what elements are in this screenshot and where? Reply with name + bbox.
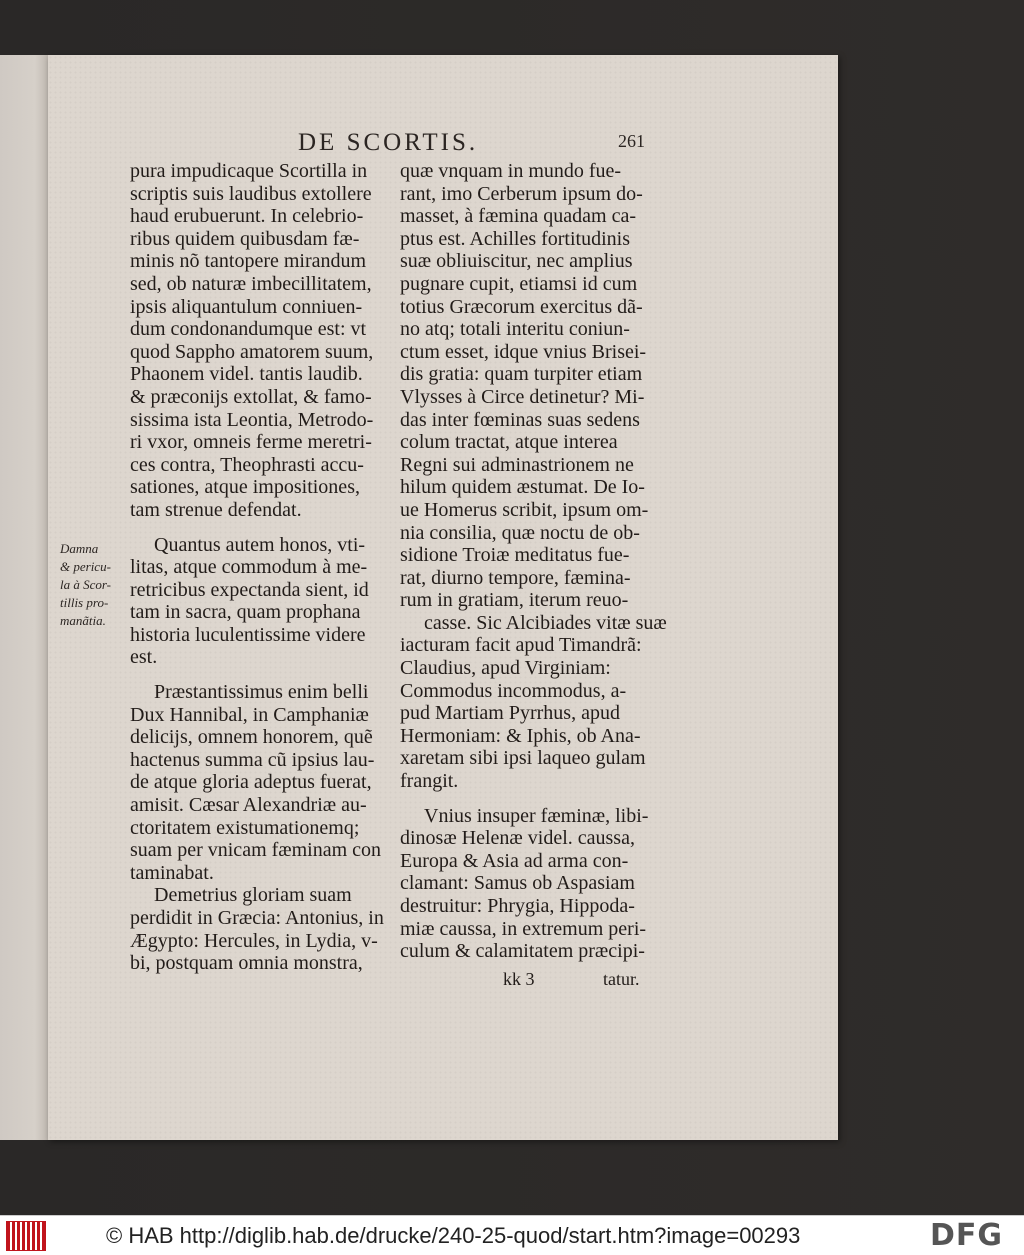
running-title: DE SCORTIS.: [298, 129, 479, 156]
text-line: litas, atque commodum à me-: [130, 556, 368, 579]
text-line: tam in sacra, quam prophana: [130, 601, 361, 624]
text-line: ue Homerus scribit, ipsum om-: [400, 498, 649, 521]
text-line: pura impudicaque Scortilla in: [130, 160, 368, 182]
text-line: ctoritatem existumationemq;: [130, 816, 360, 839]
text-line: das inter fœminas suas sedens: [400, 408, 640, 431]
marginal-note-line: tillis pro-: [60, 595, 109, 610]
text-line: historia luculentissime videre: [130, 623, 366, 646]
text-line: pugnare cupit, etiamsi id cum: [400, 272, 638, 295]
text-line: Europa & Asia ad arma con-: [400, 849, 629, 872]
text-line: dum condonandumque est: vt: [130, 318, 367, 341]
text-line: Dux Hannibal, in Camphaniæ: [130, 703, 369, 726]
copyright-link[interactable]: © HAB http://diglib.hab.de/drucke/240-25-quod/start.htm?image=00293: [106, 1223, 801, 1248]
text-line: hactenus summa cũ ipsius lau-: [130, 748, 375, 771]
text-line: ri vxor, omneis ferme meretri-: [130, 431, 372, 454]
text-line: sed, ob naturæ imbecillitatem,: [130, 272, 372, 295]
previous-page-edge: [0, 55, 50, 1140]
signature-mark: kk 3: [503, 969, 535, 989]
text-line: frangit.: [400, 770, 459, 793]
text-line: totius Græcorum exercitus dã-: [400, 295, 643, 318]
text-line: xaretam sibi ipsi laqueo gulam: [400, 747, 646, 770]
text-line: destruitur: Phrygia, Hippoda-: [400, 895, 635, 917]
right-column: [400, 160, 730, 963]
text-line: Præstantissimus enim belli: [154, 681, 369, 704]
text-line: casse. Sic Alcibiades vitæ suæ: [424, 611, 667, 634]
text-line: sationes, atque impositiones,: [130, 476, 360, 499]
text-line: minis nõ tantopere mirandum: [130, 250, 367, 273]
text-line: miæ caussa, in extremum peri-: [400, 917, 647, 940]
marginal-note-line: la à Scor-: [60, 577, 112, 592]
text-line: rant, imo Cerberum ipsum do-: [400, 182, 643, 205]
text-line: suæ obliuiscitur, nec amplius: [400, 250, 633, 273]
text-line: Vlysses à Circe detinetur? Mi-: [400, 385, 645, 408]
marginal-note-line: Damna: [60, 541, 99, 556]
text-line: suam per vnicam fæminam con: [130, 839, 382, 862]
text-line: Commodus incommodus, a-: [400, 679, 627, 702]
text-line: no atq; totali interitu coniun-: [400, 318, 630, 341]
text-line: amisit. Cæsar Alexandriæ au-: [130, 794, 367, 817]
text-line: sidione Troiæ meditatus fue-: [400, 544, 630, 567]
text-line: culum & calamitatem præcipi-: [400, 940, 645, 963]
text-line: Vnius insuper fæminæ, libi-: [424, 804, 649, 827]
text-line: rat, diurno tempore, fæmina-: [400, 566, 631, 589]
catchword: tatur.: [603, 969, 640, 989]
text-line: scriptis suis laudibus extollere: [130, 182, 372, 205]
text-line: ces contra, Theophrasti accu-: [130, 453, 364, 476]
dfg-logo: DFG: [930, 1218, 1004, 1253]
text-line: ipsis aliquantulum conniuen-: [130, 295, 363, 318]
text-line: iacturam facit apud Timandrã:: [400, 634, 642, 657]
text-line: masset, à fæmina quadam ca-: [400, 205, 637, 228]
text-line: Demetrius gloriam suam: [154, 884, 352, 907]
text-line: sissima ista Leontia, Metrodo-: [130, 408, 374, 431]
text-line: tam strenue defendat.: [130, 498, 302, 521]
text-line: est.: [130, 646, 158, 669]
text-line: quod Sappho amatorem suum,: [130, 340, 374, 363]
text-line: clamant: Samus ob Aspasiam: [400, 872, 635, 895]
footer-bar: [0, 1215, 1024, 1255]
text-line: dinosæ Helenæ videl. caussa,: [400, 827, 635, 850]
text-line: dis gratia: quam turpiter etiam: [400, 363, 643, 386]
text-line: delicijs, omnem honorem, quẽ: [130, 726, 373, 749]
text-line: retricibus expectanda sient, id: [130, 578, 369, 601]
marginal-note-line: & pericu-: [60, 559, 111, 574]
page-number: 261: [618, 131, 645, 151]
book-page: [48, 55, 838, 1140]
barcode-icon: [6, 1221, 46, 1251]
text-line: colum tractat, atque interea: [400, 431, 618, 454]
text-line: de atque gloria adeptus fuerat,: [130, 771, 372, 794]
text-line: Quantus autem honos, vti-: [154, 533, 366, 556]
text-line: rum in gratiam, iterum reuo-: [400, 589, 629, 612]
text-line: ptus est. Achilles fortitudinis: [400, 227, 630, 250]
text-line: Regni sui adminastrionem ne: [400, 453, 634, 476]
text-line: ribus quidem quibusdam fæ-: [130, 227, 360, 250]
text-line: pud Martiam Pyrrhus, apud: [400, 702, 620, 725]
text-line: perdidit in Græcia: Antonius, in: [130, 907, 384, 929]
text-line: ctum esset, idque vnius Brisei-: [400, 340, 647, 363]
text-line: haud erubuerunt. In celebrio-: [130, 205, 364, 228]
text-line: Hermoniam: & Iphis, ob Ana-: [400, 724, 641, 747]
text-line: Phaonem videl. tantis laudib.: [130, 363, 363, 386]
text-line: quæ vnquam in mundo fue-: [400, 160, 622, 182]
text-line: nia consilia, quæ noctu de ob-: [400, 521, 640, 544]
text-line: bi, postquam omnia monstra,: [130, 952, 363, 975]
text-line: taminabat.: [130, 861, 214, 884]
text-line: hilum quidem æstumat. De Io-: [400, 476, 645, 499]
marginal-note-line: manãtia.: [60, 613, 106, 628]
text-line: & præconijs extollat, & famo-: [130, 385, 372, 408]
marginal-note: [60, 540, 134, 630]
text-line: Claudius, apud Virginiam:: [400, 657, 611, 680]
text-line: Ægypto: Hercules, in Lydia, v-: [130, 929, 378, 952]
